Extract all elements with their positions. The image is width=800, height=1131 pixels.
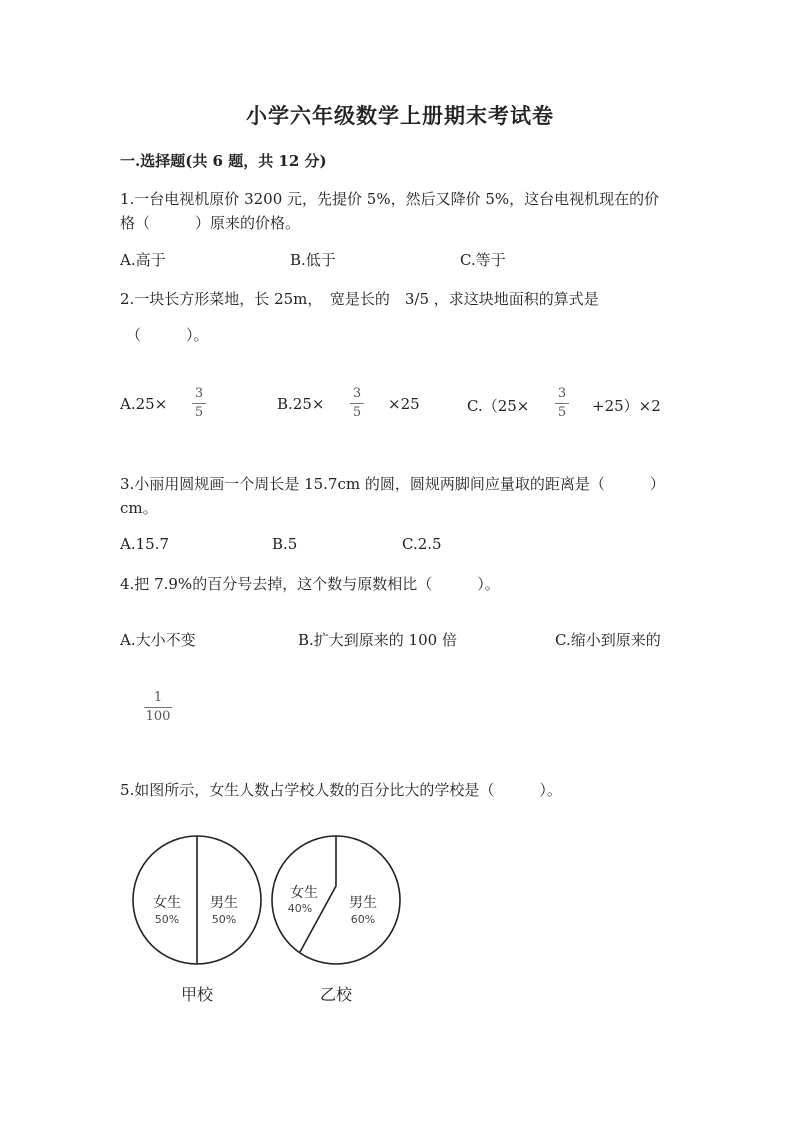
page-title: 小学六年级数学上册期末考试卷 [246,103,554,128]
option-b[interactable]: B.低于 [290,251,336,269]
fraction-denominator: 100 [145,709,171,724]
fraction-numerator: 1 [153,690,163,705]
fraction [144,690,172,725]
fraction-bar [555,403,569,404]
pie-b-girls-label: 女生 [290,885,318,901]
option-b[interactable]: B.扩大到原来的 100 倍 [298,631,457,649]
pie-b-school-name: 乙校 [319,985,353,1004]
option-a[interactable]: A.15.7 [120,535,169,553]
fraction-bar [144,707,172,708]
fraction-numerator: 3 [194,386,204,401]
pie-b-boys-pct: 60% [350,913,376,926]
fraction-bar [350,403,364,404]
fraction [555,386,569,421]
question-2-line-1: 2.一块长方形菜地，长 25m， 宽是长的 3/5 ，求这块地面积的算式是 [120,290,599,308]
option-c[interactable]: C.等于 [460,251,506,269]
option-a[interactable]: A.高于 [120,251,166,269]
pie-b-boys-label: 男生 [349,895,377,911]
pie-chart-yi [272,836,400,964]
fraction-denominator: 5 [557,405,567,420]
pie-a-school-name: 甲校 [180,985,214,1004]
question-1-line-2: 格（ ）原来的价格。 [120,214,301,232]
question-4-line-1: 4.把 7.9%的百分号去掉，这个数与原数相比（ ）。 [120,575,500,593]
pie-b-girls-pct: 40% [287,902,313,915]
fraction-denominator: 5 [352,405,362,420]
pie-charts-figure [120,830,420,1020]
fraction-numerator: 3 [557,386,567,401]
question-3-line-2: cm。 [120,499,158,517]
option-b[interactable]: B.25× [277,395,325,413]
fraction-denominator: 5 [194,405,204,420]
question-2-line-2: （ ）。 [126,326,209,344]
fraction [350,386,364,421]
fraction-numerator: 3 [352,386,362,401]
pie-a-boys-label: 男生 [210,895,238,911]
option-c[interactable]: C.缩小到原来的 [555,631,661,649]
option-a[interactable]: A.大小不变 [120,631,196,649]
option-a[interactable]: A.25× [120,395,168,413]
pie-a-girls-pct: 50% [154,913,180,926]
section-heading: 一.选择题(共 6 题，共 12 分) [120,152,327,170]
option-b[interactable]: B.5 [272,535,298,553]
question-5-line-1: 5.如图所示，女生人数占学校人数的百分比大的学校是（ ）。 [120,781,562,799]
question-3-line-1: 3.小丽用圆规画一个周长是 15.7cm 的圆，圆规两脚间应量取的距离是（ ） [120,475,665,493]
option-c-suffix: +25）×2 [592,397,661,415]
option-b-suffix: ×25 [388,395,420,413]
question-1-line-1: 1.一台电视机原价 3200 元，先提价 5%，然后又降价 5%，这台电视机现在的价 [120,190,660,208]
fraction-bar [192,403,206,404]
pie-chart-jia [133,836,261,964]
fraction [192,386,206,421]
pie-a-boys-pct: 50% [211,913,237,926]
option-c[interactable]: C.（25× [467,397,530,415]
pie-a-girls-label: 女生 [153,895,181,911]
option-c[interactable]: C.2.5 [402,535,442,553]
